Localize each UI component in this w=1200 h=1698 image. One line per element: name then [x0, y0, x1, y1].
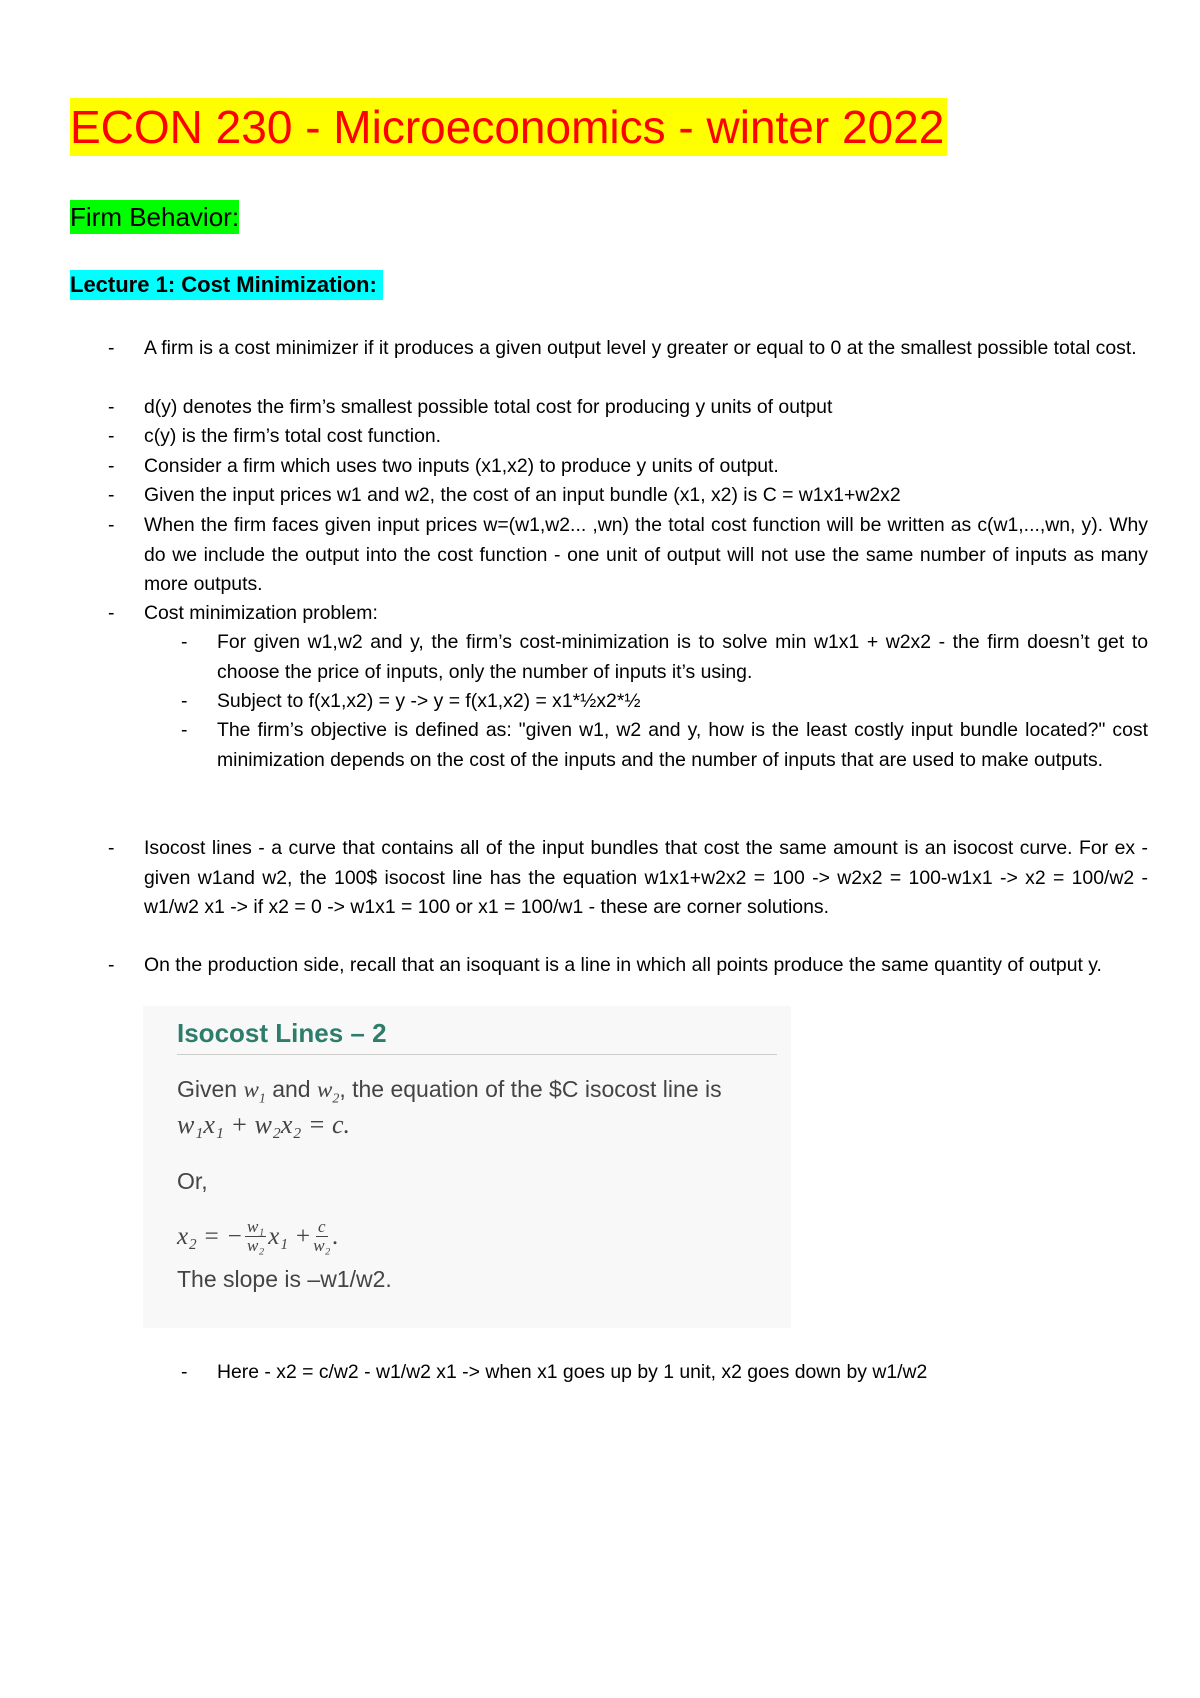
sub-list-item: [181, 716, 1148, 775]
isocost-lines-slide-image: [143, 1006, 791, 1328]
list-item-text: Given the input prices w1 and w2, the cost of an input bundle (x1, x2) is C = w1x1+w2x2: [144, 484, 901, 506]
list-item: [108, 393, 1148, 423]
fraction-w1-over-w2: $\frac{\text{w₁}}{\text{w₂}}$: [247, 1217, 265, 1255]
bullet-dash: -: [108, 455, 115, 477]
sub-list-item: [181, 687, 1148, 717]
list-item: [108, 452, 1148, 482]
list-item: [108, 334, 1148, 364]
list-item-text: The firm’s objective is defined as: "given w1, w2 and y, how is the least costly input bundle located?" cost minimization depends on the cost of the inputs and the number of inputs that are used to make outputs.: [217, 719, 1148, 771]
section-heading: Firm Behavior:: [70, 202, 240, 232]
list-item-text: On the production side, recall that an isoquant is a line in which all points produce the same quantity of output y.: [144, 954, 1102, 976]
slide-given-text: Given $w_1$ and $w_2$, the equation of the $C isocost line is: [177, 1076, 722, 1107]
list-item: [108, 422, 1148, 452]
slide-slope-text: The slope is –w1/w2.: [177, 1266, 392, 1292]
slide-title: Isocost Lines – 2: [177, 1018, 387, 1048]
bullet-dash: -: [108, 954, 115, 976]
bullet-dash: -: [108, 396, 115, 418]
bullet-dash: -: [108, 425, 115, 447]
w1-symbol: $w_1$: [243, 1077, 266, 1107]
bullet-dash: -: [181, 719, 188, 741]
list-item: [108, 834, 1148, 923]
list-item: [108, 951, 1148, 981]
list-item: [108, 511, 1148, 600]
list-item-text: For given w1,w2 and y, the firm’s cost-minimization is to solve min w1x1 + w2x2 - the firm doesn’t get to choose the price of inputs, only the number of inputs it’s using.: [217, 631, 1148, 683]
slide-or-label: Or,: [177, 1168, 208, 1194]
list-item-text: Here - x2 = c/w2 - w1/w2 x1 -> when x1 goes up by 1 unit, x2 goes down by w1/w2: [217, 1361, 928, 1383]
bullet-dash: -: [181, 1361, 188, 1383]
list-item-text: c(y) is the firm’s total cost function.: [144, 425, 442, 447]
lecture-heading: Lecture 1: Cost Minimization:: [70, 270, 383, 300]
bullet-dash: -: [108, 602, 115, 624]
bullet-dash: -: [181, 631, 188, 653]
isocost-rearranged-equation: x₂ = − $\frac{\text{w₁}}{\text{w₂}}$ x₁ + $\frac{c}{\text{w₂}}$ .: [177, 1217, 339, 1255]
list-item-text: When the firm faces given input prices w=(w1,w2... ,wn) the total cost function will be written as c(w1,...,wn, y). Why do we include the output into the cost function - one unit of output will not use the same number of inputs as many more outputs.: [144, 514, 1148, 595]
list-item-text: A firm is a cost minimizer if it produces a given output level y greater or equal to 0 at the smallest possible total cost.: [144, 337, 1137, 359]
bullet-dash: -: [181, 690, 188, 712]
w2-symbol: $w_2$: [316, 1077, 340, 1107]
bullet-dash: -: [108, 837, 115, 859]
bullet-dash: -: [108, 337, 115, 359]
slide-title-divider: [177, 1054, 777, 1055]
list-item: [108, 599, 1148, 629]
list-item-text: Consider a firm which uses two inputs (x1,x2) to produce y units of output.: [144, 455, 779, 477]
list-item: [108, 481, 1148, 511]
document-title: ECON 230 - Microeconomics - winter 2022: [70, 98, 947, 156]
sub-list-item: [181, 628, 1148, 687]
list-item-text: Subject to f(x1,x2) = y -> y = f(x1,x2) = x1*½x2*½: [217, 690, 641, 712]
list-item-text: d(y) denotes the firm’s smallest possible total cost for producing y units of output: [144, 396, 833, 418]
sub-list-item: [181, 1358, 1148, 1388]
list-item-text: Cost minimization problem:: [144, 602, 378, 624]
isocost-equation: w₁x₁ + w₂x₂ = c.: [177, 1110, 351, 1139]
fraction-c-over-w2: $\frac{c}{\text{w₂}}$: [313, 1217, 331, 1255]
bullet-dash: -: [108, 484, 115, 506]
list-item-text: Isocost lines - a curve that contains all of the input bundles that cost the same amount is an isocost curve. For ex - given w1and w2, the 100$ isocost line has the equation w1x1+w2x2 = 100 -> w2x2 = 100-w1x1 -> x2 = 100/w2 - w1/w2 x1 -> if x2 = 0 -> w1x1 = 100 or x1 = 100/w1 - these are corner solutions.: [144, 837, 1148, 918]
bullet-dash: -: [108, 514, 115, 536]
